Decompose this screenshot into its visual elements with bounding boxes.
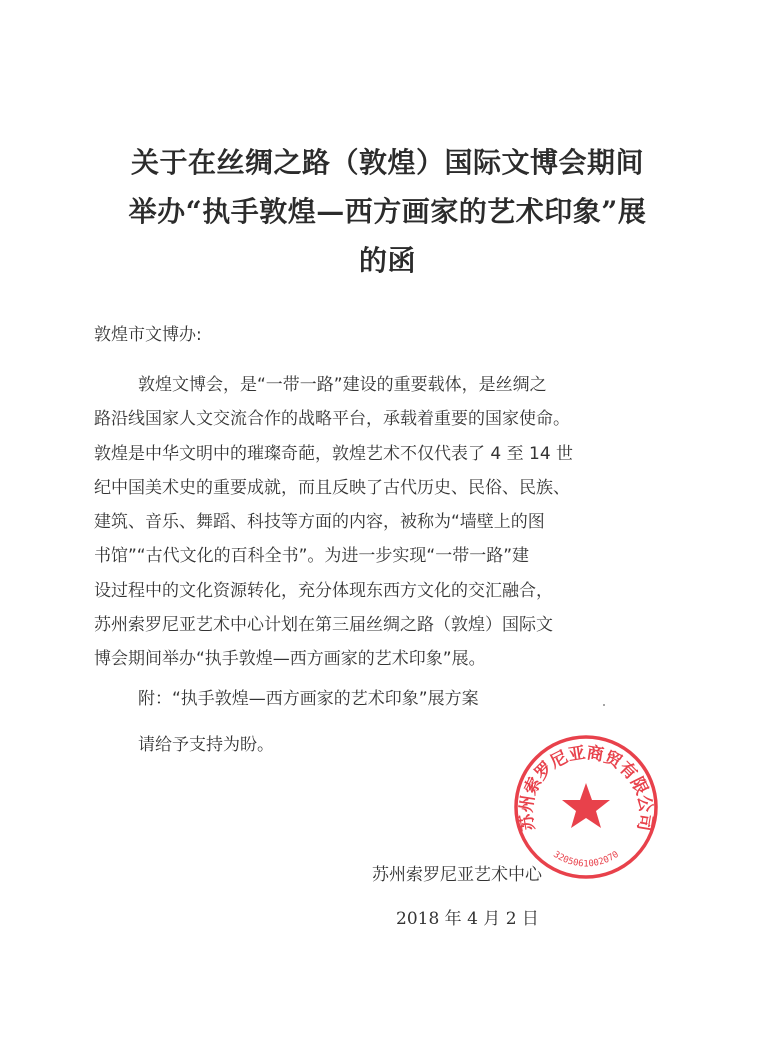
seal-star-icon	[562, 783, 610, 828]
document-title	[80, 138, 695, 285]
company-seal-stamp	[512, 733, 660, 881]
title-line-3: 的函	[358, 244, 416, 277]
seal-code: 3205061002070	[551, 849, 621, 870]
scan-speck	[603, 704, 605, 706]
body-line: 敦煌文博会，是“一带一路”建设的重要载体，是丝绸之	[138, 375, 547, 395]
body-paragraph	[94, 368, 684, 677]
body-line: 路沿线国家人文交流合作的战略平台，承载着重要的国家使命。	[94, 409, 570, 430]
signature-organization: 苏州索罗尼亚艺术中心	[372, 865, 542, 885]
attachment-note: 附：“执手敦煌—西方画家的艺术印象”展方案	[138, 689, 479, 709]
seal-text: 苏州索罗尼亚商贸有限公司	[516, 743, 656, 833]
title-line-1: 关于在丝绸之路（敦煌）国际文博会期间	[130, 146, 644, 179]
body-line: 建筑、音乐、舞蹈、科技等方面的内容，被称为“墙壁上的图	[94, 512, 545, 533]
body-line: 苏州索罗尼亚艺术中心计划在第三届丝绸之路（敦煌）国际文	[94, 615, 553, 636]
signature-date: 2018 年 4 月 2 日	[396, 909, 539, 929]
title-line-2: 举办“执手敦煌—西方画家的艺术印象”展	[128, 195, 647, 228]
body-line: 设过程中的文化资源转化，充分体现东西方文化的交汇融合，	[94, 580, 553, 601]
recipient: 敦煌市文博办:	[94, 325, 202, 345]
body-line: 敦煌是中华文明中的璀璨奇葩，敦煌艺术不仅代表了 4 至 14 世	[94, 443, 574, 464]
body-line: 博会期间举办“执手敦煌—西方画家的艺术印象”展。	[94, 649, 486, 670]
body-line: 书馆”“古代文化的百科全书”。为进一步实现“一带一路”建	[94, 546, 530, 567]
body-line: 纪中国美术史的重要成就，而且反映了古代历史、民俗、民族、	[94, 477, 570, 498]
request-line: 请给予支持为盼。	[138, 735, 274, 755]
